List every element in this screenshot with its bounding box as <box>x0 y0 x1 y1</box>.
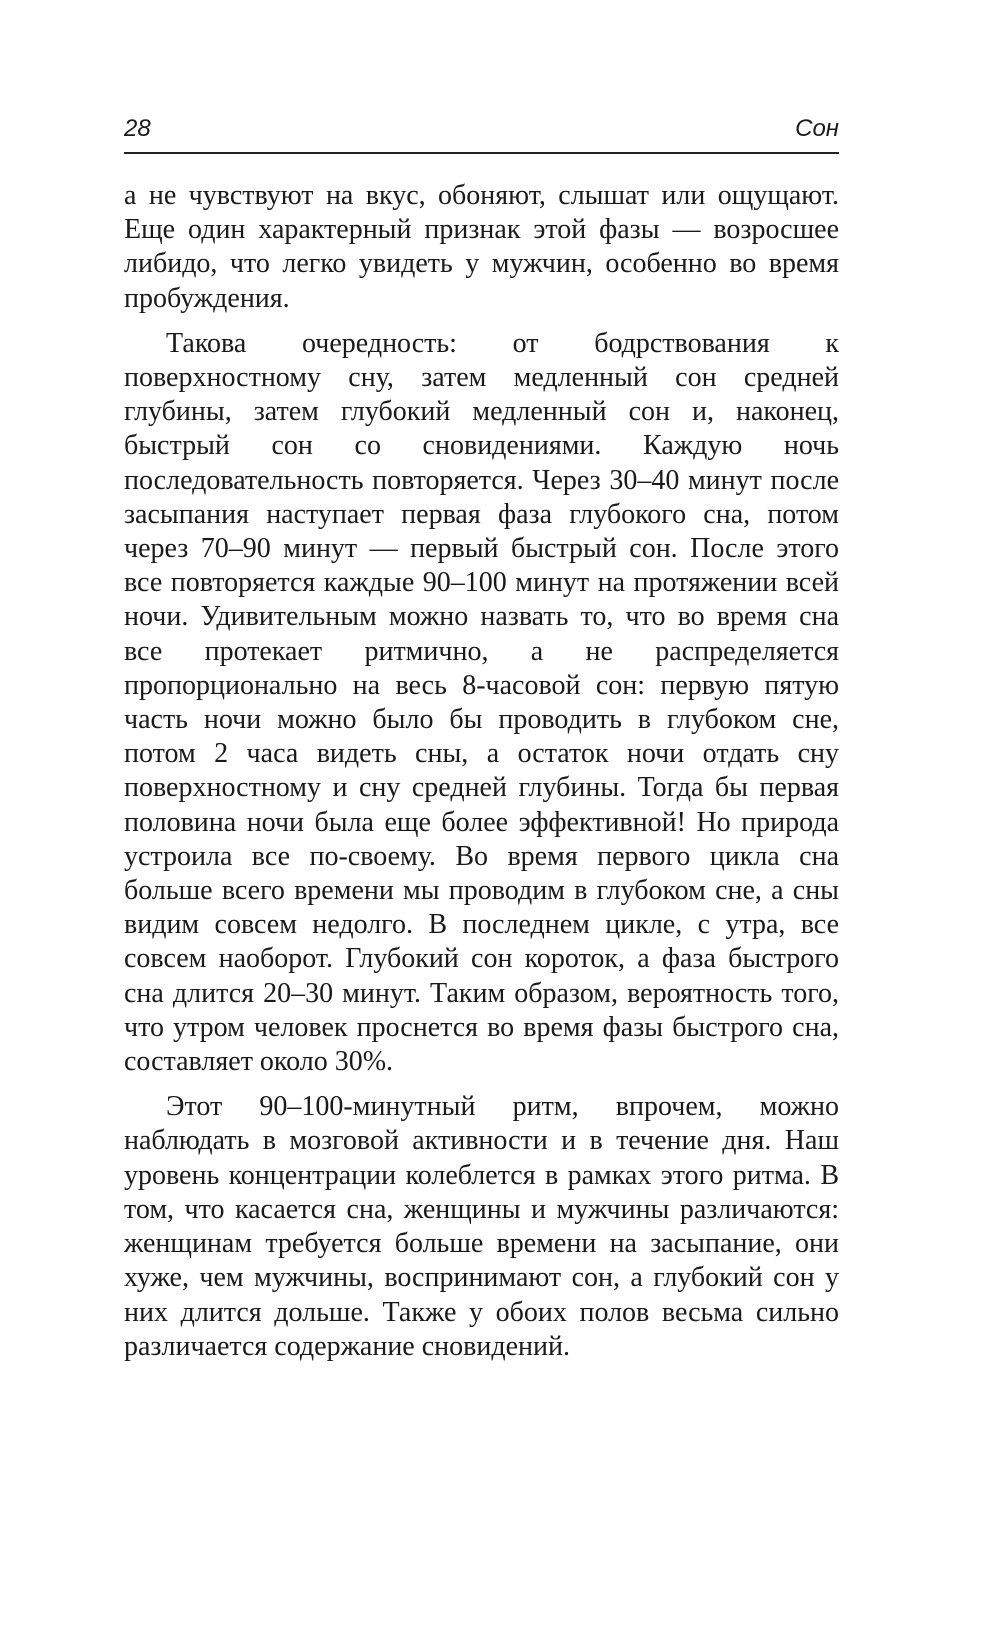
paragraph: Такова очередность: от бодрствования к поверхностному сну, затем медленный сон средней глубины, затем глубокий медленный сон и, наконец, быстрый сон со сновидениями. Каждую ночь последовательность повторяется. Через 30–40 минут после засыпания наступает первая фаза глубокого сна, потом через 70–90 минут — первый быстрый сон. После этого все повторяется каждые 90–100 минут на протяжении всей ночи. Удивительным можно назвать то, что во время сна все протекает ритмично, а не распределяется пропорционально на весь 8-часовой сон: первую пятую часть ночи можно было бы проводить в глубоком сне, потом 2 часа видеть сны, а остаток ночи отдать сну поверхностному и сну средней глубины. Тогда бы первая половина ночи была еще более эффективной! Но природа устроила все по-своему. Во время первого цикла сна больше всего времени мы проводим в глубоком сне, а сны видим совсем недолго. В последнем цикле, с утра, все совсем наоборот. Глубокий сон короток, а фаза быстрого сна длится 20–30 минут. Таким образом, вероятность того, что утром человек проснется во время фазы быстрого сна, составляет около 30%. <box>124 327 839 1078</box>
page-body <box>124 179 839 1375</box>
paragraph: Этот 90–100-минутный ритм, впрочем, можно наблюдать в мозговой активности и в течение дня. Наш уровень концентрации колеблется в рамках этого ритма. В том, что касается сна, женщины и мужчины различаются: женщинам требуется больше времени на засыпание, они хуже, чем мужчины, воспринимают сон, а глубокий сон у них длится дольше. Также у обоих полов весьма сильно различается содержание сновидений. <box>124 1091 839 1362</box>
running-title: Сон <box>795 115 839 142</box>
page-header <box>124 112 839 154</box>
page-number: 28 <box>124 115 151 142</box>
paragraph-continued: а не чувствуют на вкус, обоняют, слышат или ощущают. Еще один характерный признак этой фазы — возросшее либидо, что легко увидеть у мужчин, особенно во время пробуждения. <box>124 180 839 314</box>
